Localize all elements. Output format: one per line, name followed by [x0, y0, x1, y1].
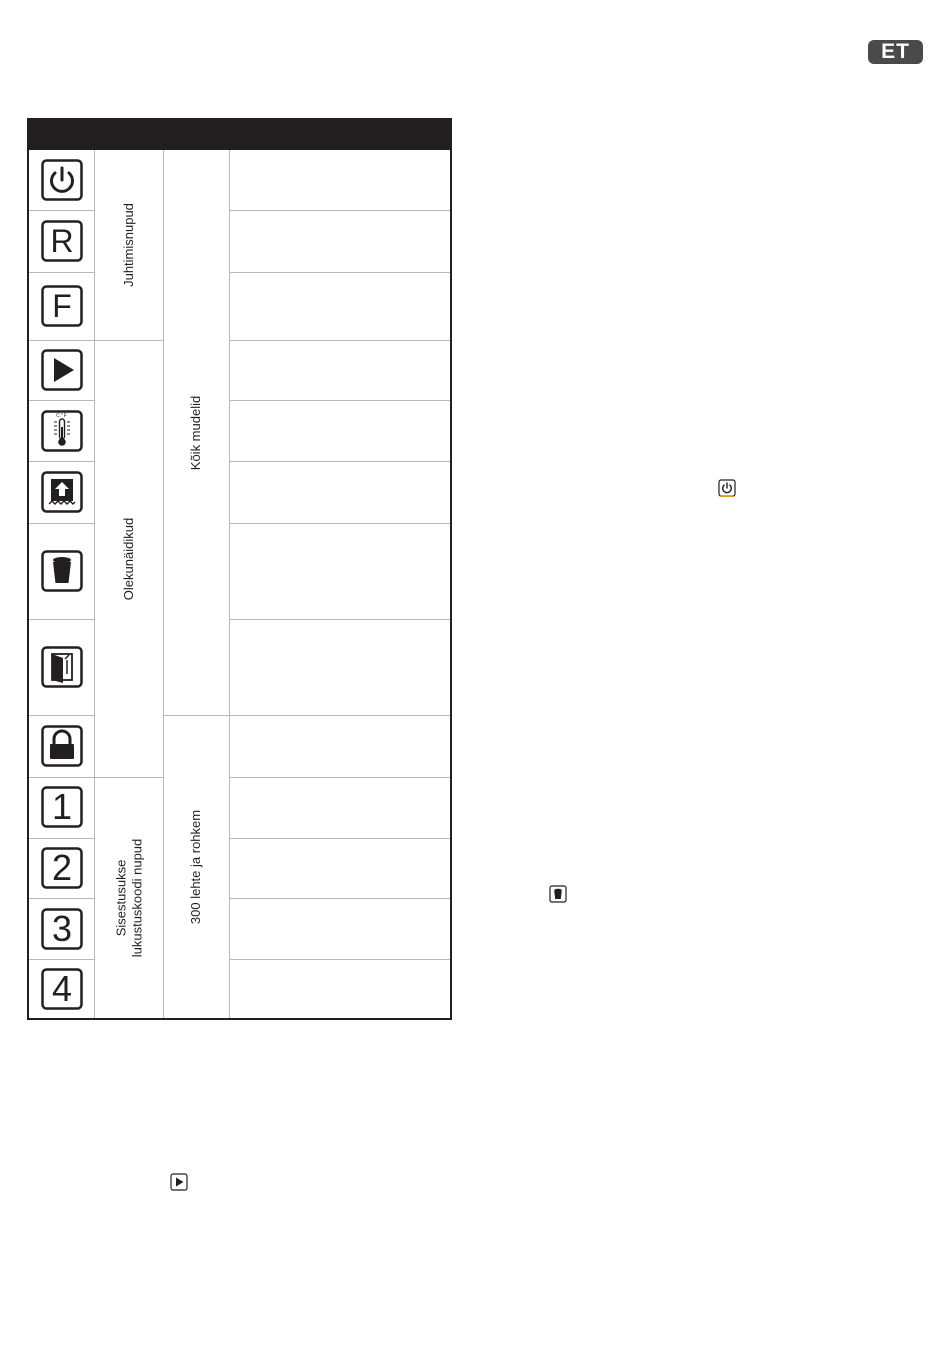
digit-2-label: 2	[51, 847, 73, 888]
forward-f-letter: F	[52, 288, 72, 324]
bin-icon	[41, 550, 83, 592]
group-label-control-buttons: Juhtimisnupud	[121, 203, 137, 287]
paper-feed-icon	[41, 471, 83, 513]
digit-4-icon	[41, 968, 83, 1010]
digit-4-label: 4	[51, 968, 73, 1009]
digit-3-label: 3	[51, 908, 73, 949]
reverse-r-icon	[41, 220, 83, 262]
digit-1-label: 1	[51, 786, 73, 827]
digit-1-icon	[41, 786, 83, 828]
controls-table	[27, 118, 452, 1020]
thermometer-scale-label: C°F	[56, 413, 68, 419]
model-label-all-models: Kõik mudelid	[188, 395, 204, 470]
play-icon	[170, 1173, 188, 1191]
thermometer-icon	[41, 410, 83, 452]
reverse-r-letter: R	[50, 223, 74, 259]
bin-icon	[549, 885, 567, 903]
group-label-status-indicators: Olekunäidikud	[121, 517, 137, 600]
group-label-door-lock-buttons: Sisestusukse lukustuskoodi nupud	[113, 838, 144, 957]
language-badge: ET	[868, 40, 923, 64]
digit-3-icon	[41, 908, 83, 950]
door-open-icon	[41, 646, 83, 688]
model-label-300-sheets: 300 lehte ja rohkem	[188, 809, 204, 924]
table-header-bar	[29, 120, 450, 150]
padlock-icon	[41, 725, 83, 767]
power-icon	[718, 479, 736, 497]
forward-f-icon	[41, 285, 83, 327]
power-icon	[41, 159, 83, 201]
play-icon	[41, 349, 83, 391]
digit-2-icon	[41, 847, 83, 889]
